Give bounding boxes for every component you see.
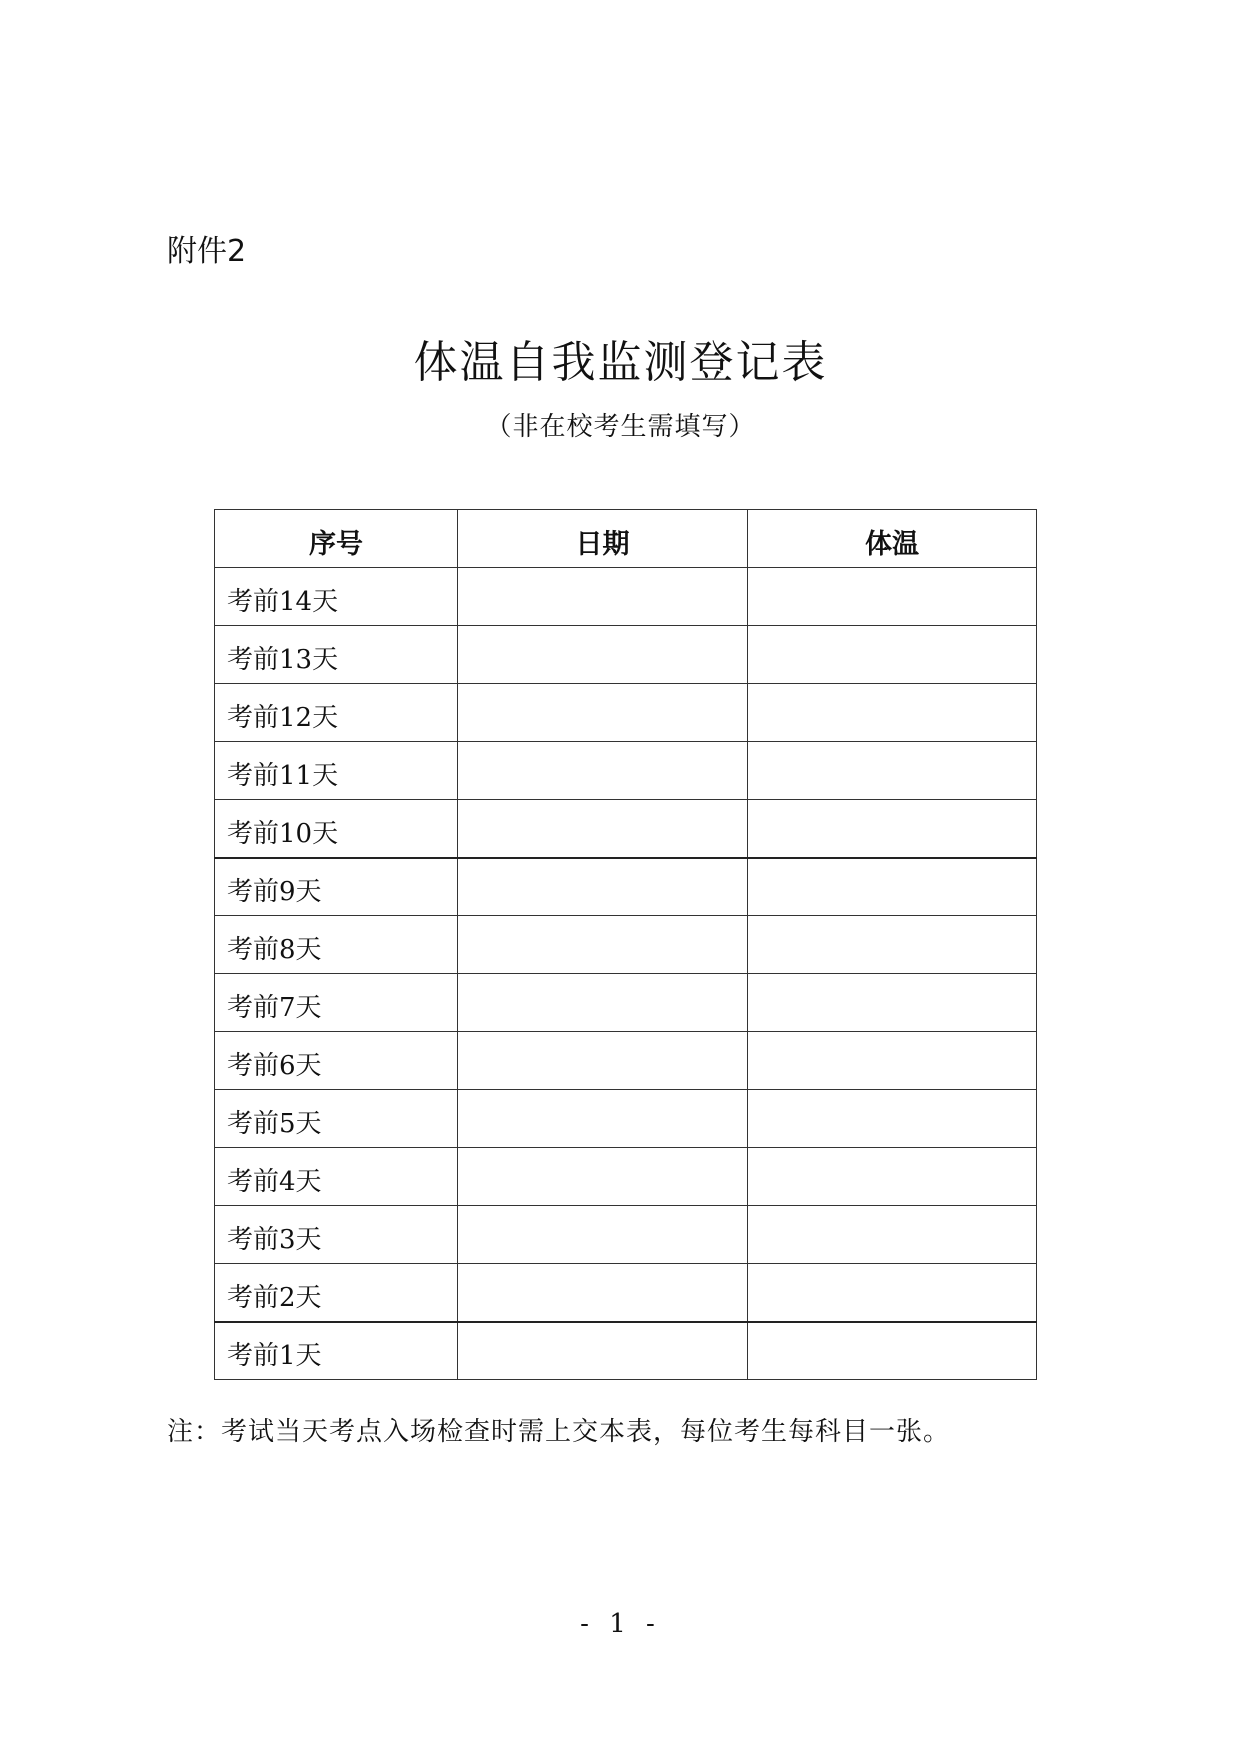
- date-cell[interactable]: [458, 1148, 748, 1206]
- temperature-cell[interactable]: [748, 974, 1037, 1032]
- row-label: 考前2天: [215, 1264, 458, 1322]
- document-subtitle: （非在校考生需填写）: [485, 412, 756, 442]
- temperature-cell[interactable]: [748, 858, 1037, 916]
- page-number: - 1 -: [580, 1609, 661, 1639]
- date-cell[interactable]: [458, 974, 748, 1032]
- temperature-cell[interactable]: [748, 916, 1037, 974]
- table-row: [215, 916, 1037, 974]
- date-cell[interactable]: [458, 800, 748, 858]
- date-cell[interactable]: [458, 916, 748, 974]
- temperature-log-table: [214, 509, 1037, 1380]
- table-row: [215, 1322, 1037, 1380]
- row-label: 考前1天: [215, 1322, 458, 1380]
- header-sequence: 序号: [215, 510, 458, 568]
- date-cell[interactable]: [458, 742, 748, 800]
- row-label: 考前5天: [215, 1090, 458, 1148]
- row-label: 考前8天: [215, 916, 458, 974]
- row-label: 考前10天: [215, 800, 458, 858]
- table-row: [215, 684, 1037, 742]
- temperature-cell[interactable]: [748, 742, 1037, 800]
- row-label: 考前9天: [215, 858, 458, 916]
- attachment-label: 附件2: [167, 234, 247, 269]
- row-label: 考前4天: [215, 1148, 458, 1206]
- temperature-cell[interactable]: [748, 568, 1037, 626]
- header-date: 日期: [458, 510, 748, 568]
- temperature-cell[interactable]: [748, 1322, 1037, 1380]
- date-cell[interactable]: [458, 684, 748, 742]
- temperature-cell[interactable]: [748, 684, 1037, 742]
- row-label: 考前11天: [215, 742, 458, 800]
- temperature-cell[interactable]: [748, 1206, 1037, 1264]
- date-cell[interactable]: [458, 626, 748, 684]
- temperature-cell[interactable]: [748, 800, 1037, 858]
- table-row: [215, 1090, 1037, 1148]
- date-cell[interactable]: [458, 568, 748, 626]
- table-row: [215, 1148, 1037, 1206]
- header-temperature: 体温: [748, 510, 1037, 568]
- date-cell[interactable]: [458, 858, 748, 916]
- temperature-cell[interactable]: [748, 1264, 1037, 1322]
- row-label: 考前7天: [215, 974, 458, 1032]
- table-row: [215, 974, 1037, 1032]
- table-row: [215, 568, 1037, 626]
- table-row: [215, 742, 1037, 800]
- table-row: [215, 858, 1037, 916]
- table-row: [215, 800, 1037, 858]
- row-label: 考前14天: [215, 568, 458, 626]
- footnote: 注：考试当天考点入场检查时需上交本表，每位考生每科目一张。: [167, 1417, 951, 1447]
- row-label: 考前13天: [215, 626, 458, 684]
- row-label: 考前12天: [215, 684, 458, 742]
- date-cell[interactable]: [458, 1090, 748, 1148]
- table-row: [215, 1032, 1037, 1090]
- date-cell[interactable]: [458, 1032, 748, 1090]
- temperature-cell[interactable]: [748, 1090, 1037, 1148]
- temperature-cell[interactable]: [748, 626, 1037, 684]
- date-cell[interactable]: [458, 1206, 748, 1264]
- date-cell[interactable]: [458, 1322, 748, 1380]
- table-row: [215, 626, 1037, 684]
- document-title: 体温自我监测登记表: [413, 337, 828, 388]
- row-label: 考前3天: [215, 1206, 458, 1264]
- table-row: [215, 1264, 1037, 1322]
- table-row: [215, 1206, 1037, 1264]
- date-cell[interactable]: [458, 1264, 748, 1322]
- row-label: 考前6天: [215, 1032, 458, 1090]
- temperature-cell[interactable]: [748, 1032, 1037, 1090]
- table-header-row: [215, 510, 1037, 568]
- temperature-cell[interactable]: [748, 1148, 1037, 1206]
